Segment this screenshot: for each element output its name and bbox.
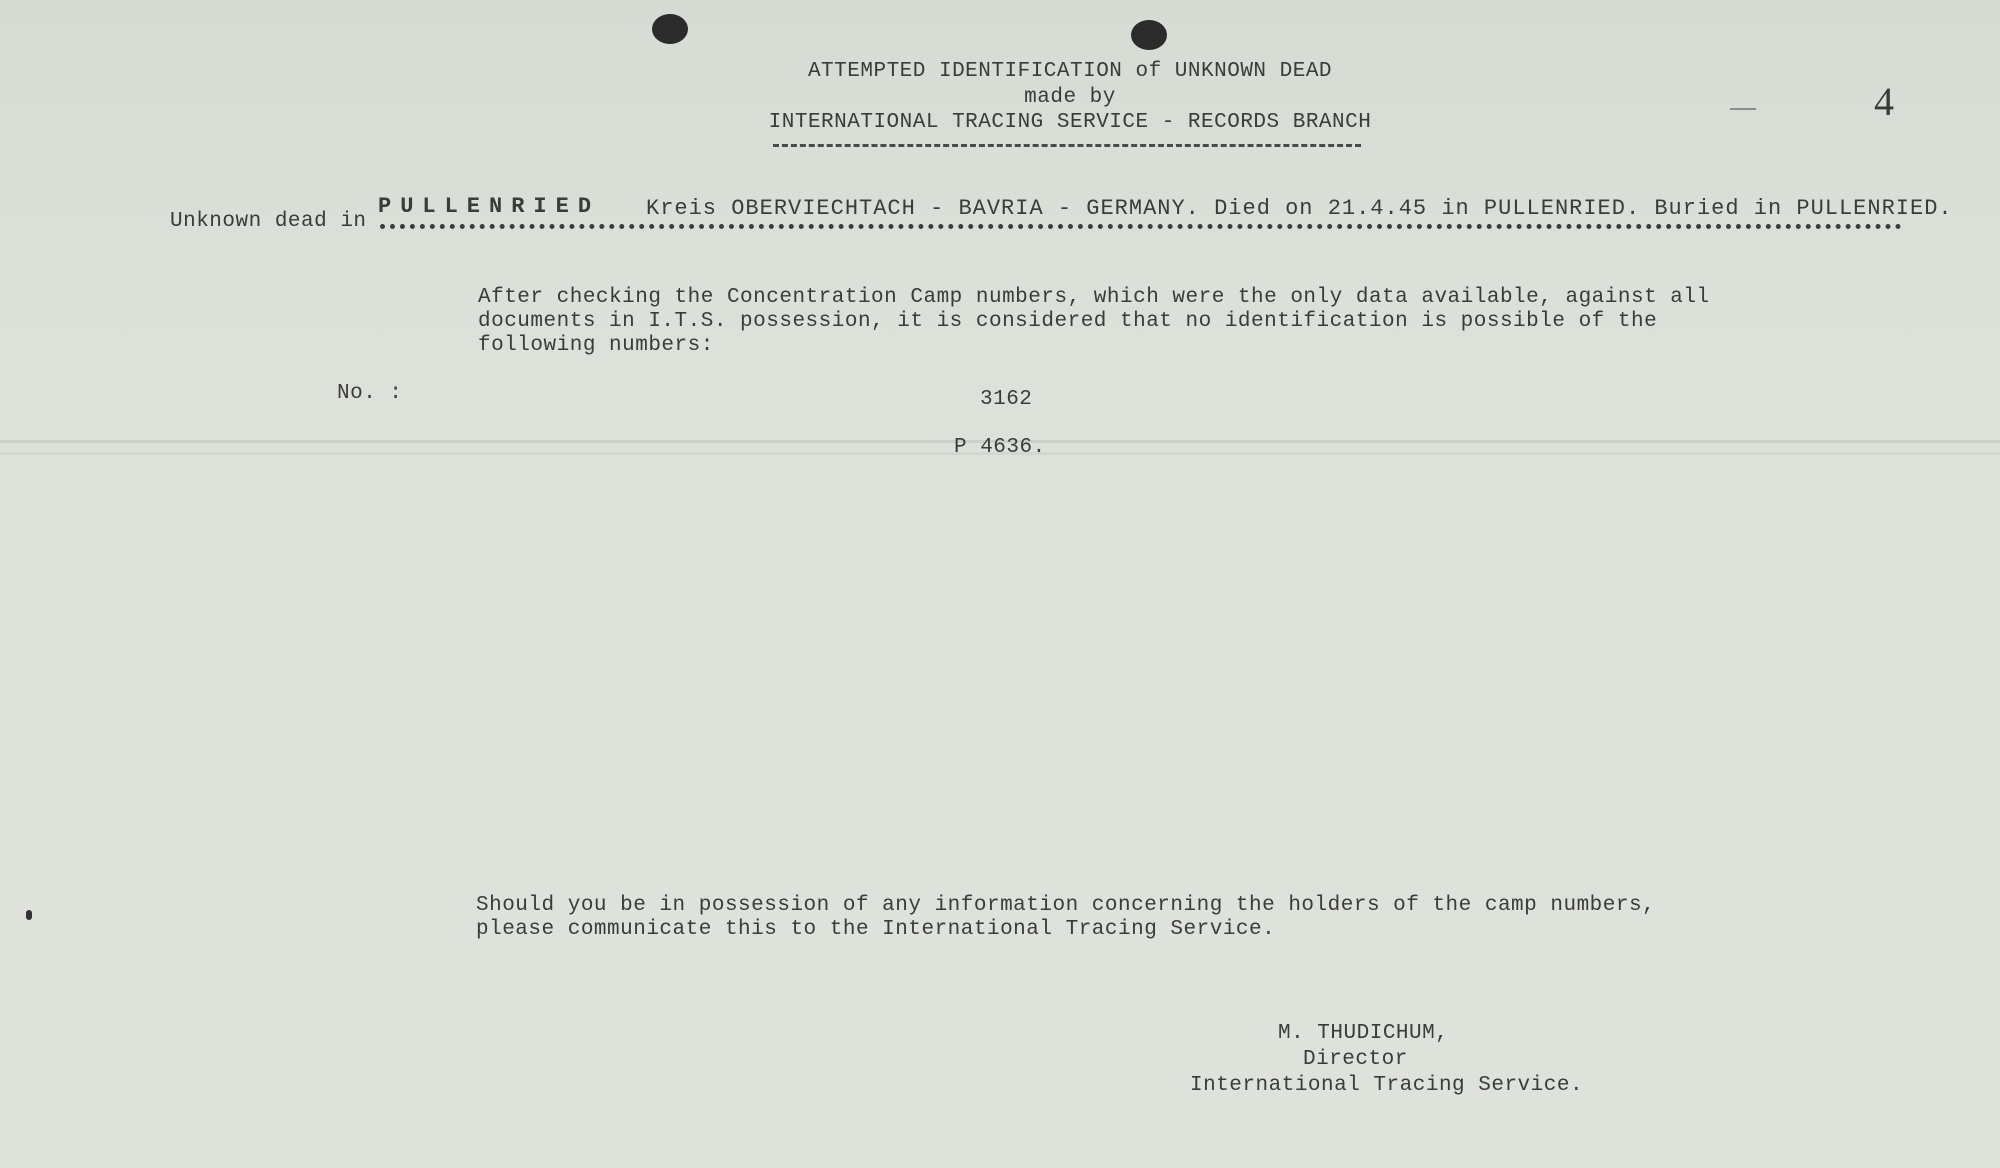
place-name: PULLENRIED [378,194,601,219]
place-details: Kreis OBERVIECHTACH - BAVRIA - GERMANY. Died on 21.4.45 in PULLENRIED. Buried in PULLENRIED. [646,196,1953,221]
numbers-label: No. : [337,382,403,405]
paragraph-line-1: After checking the Concentration Camp numbers, which were the only data available, against all [478,286,1710,309]
signature-name: M. THUDICHUM, [1278,1022,1449,1045]
camp-number: 3162 [980,388,1033,411]
page-number: 4 [1874,79,1894,124]
request-line-2: please communicate this to the International Tracing Service. [476,918,1276,941]
margin-dash [1730,108,1756,110]
signature-title: Director [1303,1048,1408,1071]
request-line-1: Should you be in possession of any information concerning the holders of the camp numbers, [476,894,1656,917]
header-title: ATTEMPTED IDENTIFICATION of UNKNOWN DEAD [807,60,1333,83]
punch-hole-left [652,14,688,44]
header-organization: INTERNATIONAL TRACING SERVICE - RECORDS BRANCH [768,111,1372,134]
camp-number: P 4636. [954,436,1046,459]
signature-organization: International Tracing Service. [1190,1074,1584,1097]
unknown-dead-label: Unknown dead in [170,210,367,233]
header-underline [773,144,1361,147]
header-made-by: made by [1024,86,1116,109]
paragraph-line-2: documents in I.T.S. possession, it is considered that no identification is possible of the [478,310,1658,333]
punch-hole-right [1131,20,1167,50]
margin-mark [26,910,32,920]
dotted-line [380,224,1902,229]
paragraph-line-3: following numbers: [478,334,714,357]
